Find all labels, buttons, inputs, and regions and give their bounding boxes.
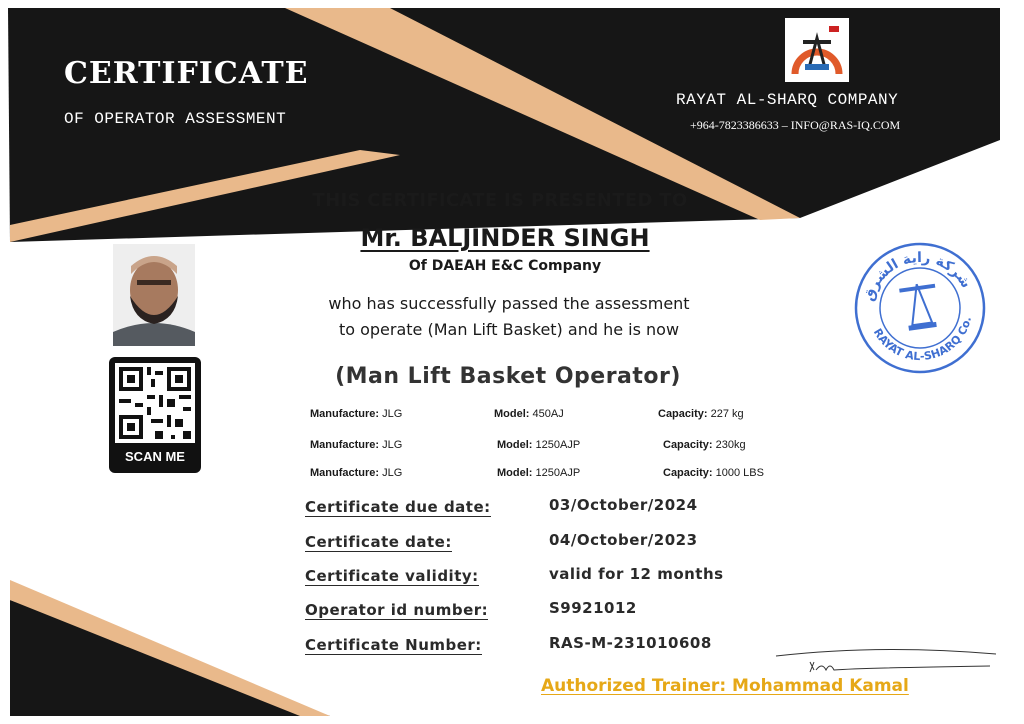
certificate-title: CERTIFICATE bbox=[64, 56, 309, 91]
operator-photo bbox=[113, 244, 195, 346]
detail-label: Certificate Number: bbox=[305, 636, 482, 654]
certificate-subtitle: OF OPERATOR ASSESSMENT bbox=[64, 110, 287, 128]
equipment-manufacture: Manufacture: JLG bbox=[310, 467, 403, 479]
statement-line-1: who has successfully passed the assessment bbox=[328, 294, 690, 313]
equipment-capacity: Capacity: 230kg bbox=[663, 439, 746, 451]
presented-to-heading: THIS CERTIFICATE IS PRESENTED TO bbox=[312, 190, 688, 211]
equipment-model: Model: 450AJ bbox=[494, 408, 564, 420]
detail-label: Certificate date: bbox=[305, 533, 452, 551]
authorized-trainer: Authorized Trainer: Mohammad Kamal bbox=[541, 676, 909, 696]
equipment-manufacture: Manufacture: JLG bbox=[310, 408, 403, 420]
qr-code bbox=[115, 363, 195, 443]
company-contact: +964-7823386633 – INFO@RAS-IQ.COM bbox=[690, 118, 901, 132]
detail-value: valid for 12 months bbox=[549, 565, 724, 583]
operator-role: (Man Lift Basket Operator) bbox=[335, 364, 681, 389]
equipment-manufacture: Manufacture: JLG bbox=[310, 439, 403, 451]
detail-value: 03/October/2024 bbox=[549, 496, 698, 514]
stamp-arabic-text: شركة راية الشرق bbox=[861, 249, 974, 304]
company-logo bbox=[785, 18, 849, 82]
recipient-name: Mr. BALJINDER SINGH bbox=[360, 224, 650, 252]
equipment-capacity: Capacity: 1000 LBS bbox=[663, 467, 764, 479]
detail-value: 04/October/2023 bbox=[549, 531, 698, 549]
stamp-text: RAYAT AL-SHARQ Co. bbox=[870, 315, 975, 364]
equipment-capacity: Capacity: 227 kg bbox=[658, 408, 744, 420]
statement-line-2: to operate (Man Lift Basket) and he is now bbox=[338, 320, 680, 339]
detail-label: Certificate due date: bbox=[305, 498, 491, 516]
recipient-company: Of DAEAH E&C Company bbox=[408, 258, 602, 274]
detail-label: Certificate validity: bbox=[305, 567, 479, 585]
equipment-model: Model: 1250AJP bbox=[497, 439, 581, 451]
scan-me-label: SCAN ME bbox=[125, 449, 185, 464]
detail-value: RAS-M-231010608 bbox=[549, 634, 712, 652]
company-name: RAYAT AL-SHARQ COMPANY bbox=[676, 91, 899, 109]
detail-label: Operator id number: bbox=[305, 601, 489, 619]
company-stamp bbox=[850, 238, 990, 378]
detail-value: S9921012 bbox=[549, 599, 637, 617]
equipment-model: Model: 1250AJP bbox=[497, 467, 581, 479]
qr-code-panel[interactable] bbox=[109, 357, 201, 473]
trainer-signature bbox=[770, 640, 1000, 680]
